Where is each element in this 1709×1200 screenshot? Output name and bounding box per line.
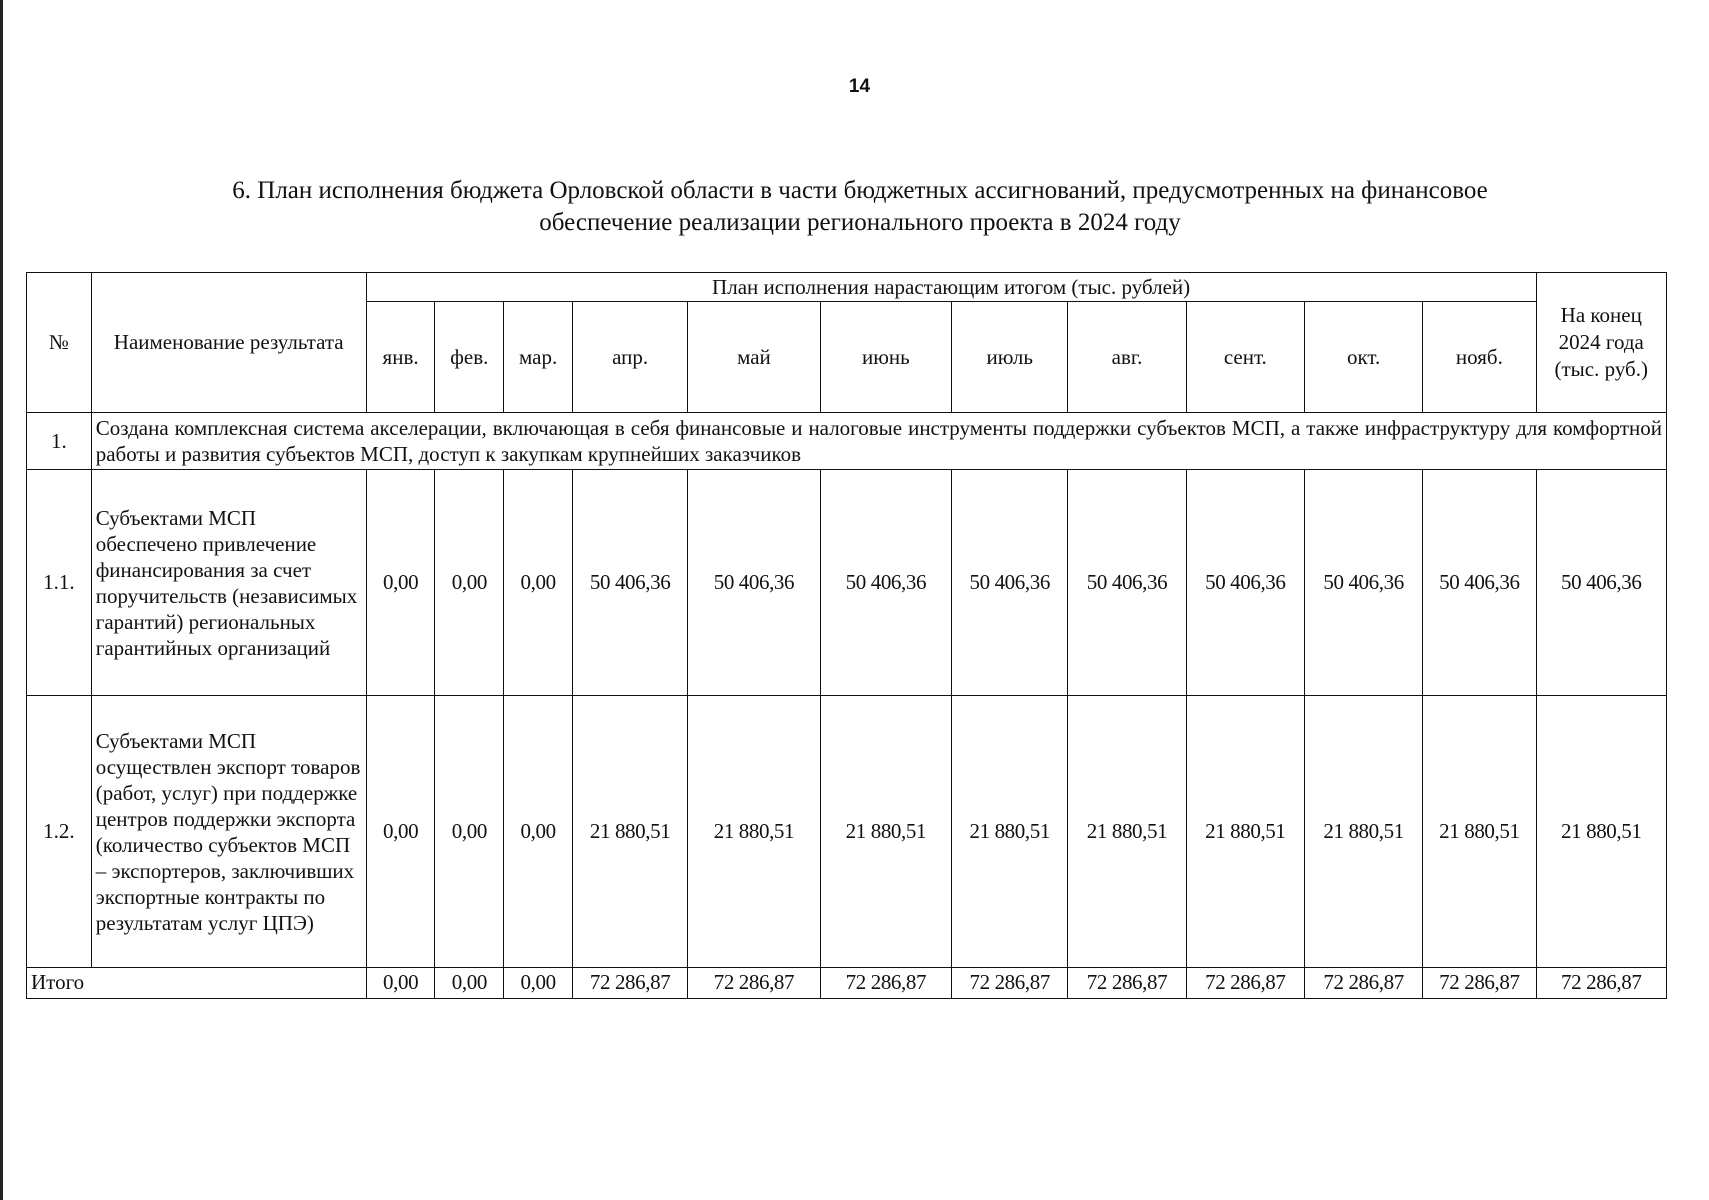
- total-value-cell: 72 286,87: [688, 967, 820, 998]
- section-title: [80, 175, 1640, 239]
- title-line-1: 6. План исполнения бюджета Орловской области в части бюджетных ассигнований, предусмотренных на финансовое: [232, 177, 1488, 204]
- header-number: №: [27, 273, 92, 413]
- value-cell: 0,00: [504, 470, 573, 696]
- value-cell: 0,00: [366, 470, 435, 696]
- value-cell: 50 406,36: [1304, 470, 1422, 696]
- header-month: мар.: [504, 302, 573, 413]
- header-month: апр.: [572, 302, 687, 413]
- header-end-of-year: На конец 2024 года (тыс. руб.): [1536, 273, 1667, 413]
- value-cell: 21 880,51: [1186, 696, 1304, 967]
- header-month: авг.: [1068, 302, 1186, 413]
- value-cell: 21 880,51: [1304, 696, 1422, 967]
- value-cell: 50 406,36: [1423, 470, 1536, 696]
- total-value-cell: 72 286,87: [820, 967, 951, 998]
- header-month: июнь: [820, 302, 951, 413]
- table-row-total: [27, 967, 1667, 998]
- page-left-edge: [0, 0, 3, 1200]
- title-line-2: обеспечение реализации регионального проекта в 2024 году: [539, 209, 1181, 236]
- value-cell-end-of-year: 21 880,51: [1536, 696, 1667, 967]
- total-value-cell: 72 286,87: [1068, 967, 1186, 998]
- total-value-cell: 72 286,87: [952, 967, 1068, 998]
- header-month: окт.: [1304, 302, 1422, 413]
- value-cell: 21 880,51: [952, 696, 1068, 967]
- value-cell: 21 880,51: [688, 696, 820, 967]
- value-cell: 0,00: [366, 696, 435, 967]
- header-month: нояб.: [1423, 302, 1536, 413]
- total-value-cell-end-of-year: 72 286,87: [1536, 967, 1667, 998]
- header-month: янв.: [366, 302, 435, 413]
- value-cell: 50 406,36: [1186, 470, 1304, 696]
- goal-number: 1.: [27, 413, 92, 470]
- total-label: Итого: [27, 967, 367, 998]
- header-result-name: Наименование результата: [91, 273, 366, 413]
- total-value-cell: 72 286,87: [1423, 967, 1536, 998]
- value-cell: 21 880,51: [820, 696, 951, 967]
- value-cell: 0,00: [504, 696, 573, 967]
- value-cell: 0,00: [435, 470, 504, 696]
- value-cell: 21 880,51: [572, 696, 687, 967]
- header-month: сент.: [1186, 302, 1304, 413]
- row-number: 1.1.: [27, 470, 92, 696]
- total-value-cell: 0,00: [435, 967, 504, 998]
- table-row-goal: [27, 413, 1667, 470]
- header-month: июль: [952, 302, 1068, 413]
- table-row: [27, 696, 1667, 967]
- value-cell-end-of-year: 50 406,36: [1536, 470, 1667, 696]
- header-month: фев.: [435, 302, 504, 413]
- value-cell: 50 406,36: [572, 470, 687, 696]
- value-cell: 0,00: [435, 696, 504, 967]
- value-cell: 50 406,36: [820, 470, 951, 696]
- total-value-cell: 72 286,87: [572, 967, 687, 998]
- value-cell: 21 880,51: [1423, 696, 1536, 967]
- total-value-cell: 0,00: [366, 967, 435, 998]
- row-number: 1.2.: [27, 696, 92, 967]
- value-cell: 50 406,36: [688, 470, 820, 696]
- header-plan-cumulative: План исполнения нарастающим итогом (тыс. рублей): [366, 273, 1536, 302]
- value-cell: 50 406,36: [1068, 470, 1186, 696]
- value-cell: 21 880,51: [1068, 696, 1186, 967]
- result-name: Субъектами МСП обеспечено привлечение финансирования за счет поручительств (независимых гарантий) региональных гарантийных организаций: [91, 470, 366, 696]
- value-cell: 50 406,36: [952, 470, 1068, 696]
- total-value-cell: 72 286,87: [1186, 967, 1304, 998]
- goal-text: Создана комплексная система акселерации, включающая в себя финансовые и налоговые инструменты поддержки субъектов МСП, а также инфраструктуру для комфортной работы и развития субъектов МСП, доступ к закупкам крупнейших заказчиков: [91, 413, 1666, 470]
- table-row: [27, 470, 1667, 696]
- result-name: Субъектами МСП осуществлен экспорт товаров (работ, услуг) при поддержке центров поддержки экспорта (количество субъектов МСП – экспортеров, заключивших экспортные контракты по результатам услуг ЦПЭ): [91, 696, 366, 967]
- total-value-cell: 0,00: [504, 967, 573, 998]
- budget-plan-table: [26, 272, 1667, 999]
- header-month: май: [688, 302, 820, 413]
- page-number: 14: [848, 76, 871, 97]
- total-value-cell: 72 286,87: [1304, 967, 1422, 998]
